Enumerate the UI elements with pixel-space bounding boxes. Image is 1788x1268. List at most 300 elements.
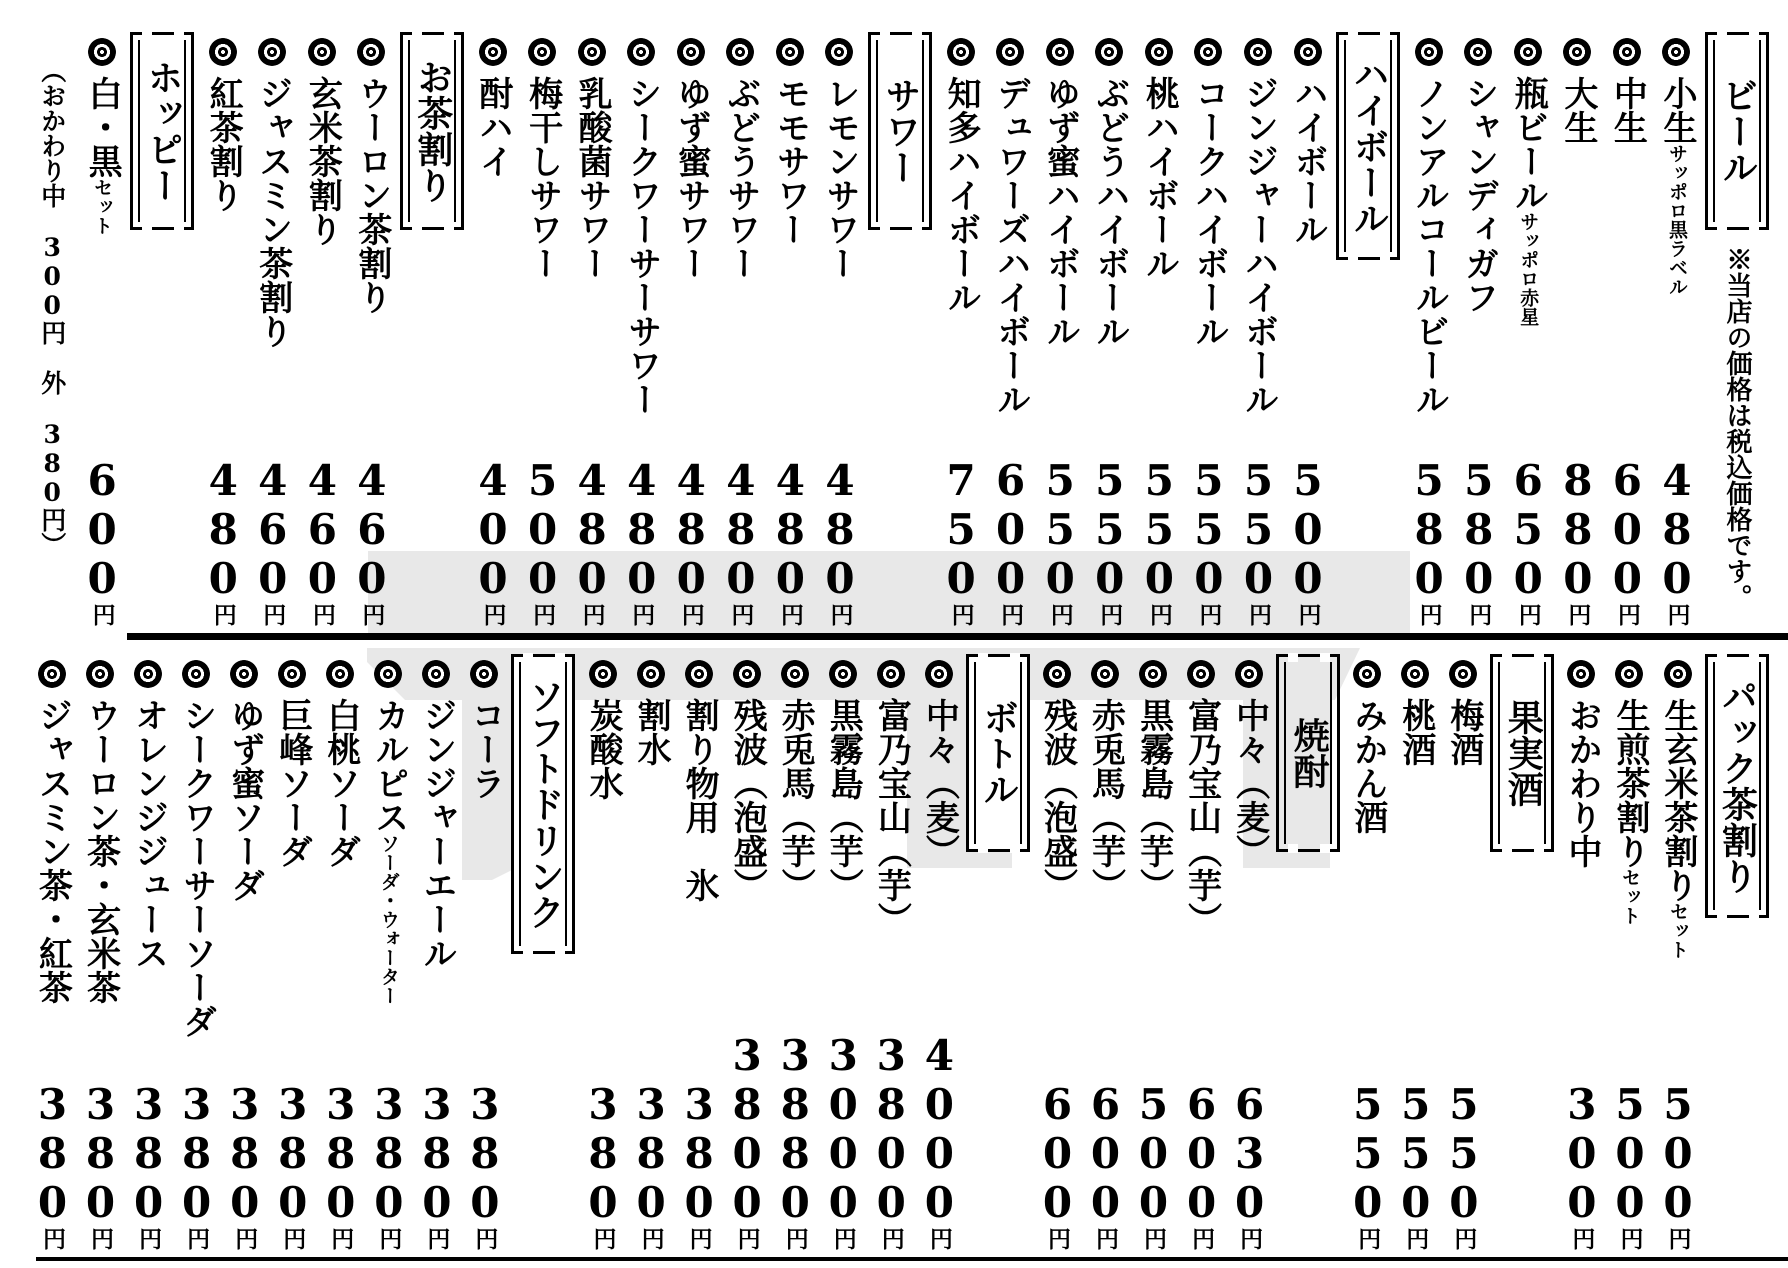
price-yen-suffix: 円 [925,1227,953,1250]
menu-item-name [1139,76,1178,280]
menu-item-column [1284,30,1332,628]
bullet-icon [733,660,761,688]
item-label: 中生 [1607,76,1648,144]
menu-item-column [1439,652,1487,1252]
menu-item-column [771,652,819,1252]
item-label: ゆず蜜ソーダ [224,698,265,902]
bullet-icon [589,660,617,688]
bullet-icon [374,660,402,688]
hoppy-refill-note [37,58,67,557]
menu-item-column [1654,652,1702,1252]
price-yen-suffix: 円 [826,603,854,626]
item-label: 残波（泡盛） [1037,698,1078,902]
section-header-column [508,652,578,1252]
price-yen-suffix: 円 [1046,603,1074,626]
bullet-icon [1194,38,1222,66]
price-yen-suffix: 円 [1195,603,1223,626]
item-sub-label: セット [1667,902,1690,959]
menu-item-price [1553,456,1603,626]
section-header-column [1333,30,1403,628]
price-digits: 550 [1391,1080,1441,1227]
item-label: レモンサワー [819,76,860,280]
item-label: 玄米茶割り [302,76,343,246]
bullet-icon [1139,660,1167,688]
price-digits: 3800 [722,1031,772,1227]
section-header-inner [1713,662,1761,910]
note-price: 300 [37,233,67,320]
menu-item-price [765,456,815,626]
menu-item-column [364,652,412,1252]
price-digits: 380 [268,1080,318,1227]
price-yen-suffix: 円 [1140,1227,1168,1250]
menu-item-price [666,456,716,626]
menu-item-price [297,456,347,626]
price-digits: 300 [1557,1080,1607,1227]
menu-item-column [469,30,517,628]
item-label: 黒霧島（芋） [1133,698,1174,902]
section-header-inner [138,40,186,222]
item-label: 生玄米茶割り [1658,698,1699,902]
menu-item-name [919,698,958,868]
bullet-icon [996,38,1024,66]
price-digits: 750 [936,456,986,603]
menu-item-column [716,30,764,628]
menu-item-name [631,698,670,766]
item-label: ウーロン茶割り [351,76,392,314]
price-digits: 380 [626,1080,676,1227]
menu-item-name [203,76,242,212]
item-label: 梅干しサワー [522,76,563,280]
item-label: 梅酒 [1443,698,1484,766]
menu-item-price [1134,456,1184,626]
menu-item-column [1557,652,1605,1252]
price-digits: 4000 [914,1031,964,1227]
item-label: ゆず蜜サワー [671,76,712,280]
menu-item-name [1037,698,1076,902]
item-label: ハイボール [1288,76,1329,246]
menu-item-price [578,1080,628,1250]
price-yen-suffix: 円 [1663,603,1691,626]
price-yen-suffix: 円 [358,603,386,626]
menu-item-column [1504,30,1552,628]
menu-item-column [1129,652,1177,1252]
section-header-box [868,32,932,230]
bullet-icon [38,660,66,688]
menu-item-price [412,1080,462,1250]
price-digits: 480 [716,456,766,603]
price-yen-suffix: 円 [327,1227,355,1250]
price-yen-suffix: 円 [1415,603,1443,626]
item-label: 白桃ソーダ [320,698,361,868]
price-yen-suffix: 円 [1465,603,1493,626]
item-label: ウーロン茶・玄米茶 [80,698,121,1004]
item-label: 黒霧島（芋） [823,698,864,902]
item-label: 乳酸菌サワー [572,76,613,280]
note-text-part: 円） [37,507,67,557]
bullet-icon [627,38,655,66]
item-sub-label: サッポロ赤星 [1517,212,1540,326]
price-digits: 630 [1225,1080,1275,1227]
menu-item-price [567,456,617,626]
price-yen-suffix: 円 [1402,1227,1430,1250]
menu-item-name [1508,76,1547,326]
bullet-icon [677,38,705,66]
menu-item-name [273,698,312,868]
section-header-inner [1498,662,1546,844]
price-digits: 460 [347,456,397,603]
menu-item-name [177,698,216,1038]
price-digits: 550 [1035,456,1085,603]
price-yen-suffix: 円 [423,1227,451,1250]
item-label: 残波（泡盛） [727,698,768,902]
menu-item-name [1607,76,1646,144]
menu-item-price [1177,1080,1227,1250]
bullet-icon [1235,660,1263,688]
item-label: 赤兎馬（芋） [775,698,816,902]
menu-item-price [1404,456,1454,626]
menu-item-name [1182,698,1221,936]
price-digits: 380 [578,1080,628,1227]
price-yen-suffix: 円 [1613,603,1641,626]
price-yen-suffix: 円 [1514,603,1542,626]
menu-item-price [626,1080,676,1250]
price-digits: 500 [1129,1080,1179,1227]
menu-item-name [1348,698,1387,834]
menu-item-name [941,76,980,314]
menu-item-column [1391,652,1439,1252]
item-label: 割り物用 氷 [679,698,720,902]
item-label: 紅茶割り [203,76,244,212]
item-label: シークワーサーソーダ [176,698,217,1038]
menu-item-name [1610,698,1649,925]
menu-item-name [32,698,71,1004]
price-yen-suffix: 円 [1354,1227,1382,1250]
bullet-icon [1244,38,1272,66]
price-digits: 380 [76,1080,126,1227]
price-digits: 580 [1454,456,1504,603]
item-label: ジャスミン茶・紅茶 [32,698,73,1004]
menu-item-price [1283,456,1333,626]
menu-item-column [1343,652,1391,1252]
item-label: ノンアルコールビール [1409,76,1450,416]
price-yen-suffix: 円 [829,1227,857,1250]
menu-item-price [1035,456,1085,626]
note-text-part: （おかわり中 [37,58,67,233]
bullet-icon [1613,38,1641,66]
section-header-label: ホッピー [142,59,185,203]
section-header-column [1273,652,1343,1252]
menu-item-column [220,652,268,1252]
menu-item-column [723,652,771,1252]
bullet-icon [1415,38,1443,66]
price-digits: 600 [1177,1080,1227,1227]
menu-item-column [986,30,1034,628]
note-price: 380 [37,420,67,507]
menu-item-price [347,456,397,626]
menu-item-price [124,1080,174,1250]
price-yen-suffix: 円 [209,603,237,626]
bullet-icon [1464,38,1492,66]
menu-item-name [622,76,661,416]
price-digits: 380 [412,1080,462,1227]
price-yen-suffix: 円 [1091,1227,1119,1250]
price-digits: 600 [77,456,127,603]
menu-item-name [583,698,622,800]
section-header-box [966,654,1030,852]
section-header-inner [1344,40,1392,252]
menu-item-name [1288,76,1327,246]
price-digits: 550 [1134,456,1184,603]
bullet-icon [1567,660,1595,688]
menu-item-price [815,456,865,626]
item-label: 富乃宝山（芋） [871,698,912,936]
menu-item-name [82,76,121,235]
item-label: ぶどうサワー [720,76,761,280]
price-yen-suffix: 円 [685,1227,713,1250]
menu-item-name [1396,698,1435,766]
section-header-label: パック茶割り [1716,678,1759,894]
menu-item-price [986,456,1036,626]
item-label: おかわり中 [1561,698,1602,868]
menu-item-name [253,76,292,348]
bullet-icon [88,38,116,66]
section-header-box [1490,654,1554,852]
menu-item-column [766,30,814,628]
menu-item-column [1135,30,1183,628]
price-yen-suffix: 円 [1236,1227,1264,1250]
price-digits: 650 [1503,456,1553,603]
menu-item-column [1234,30,1282,628]
menu-item-name [775,698,814,902]
price-digits: 380 [124,1080,174,1227]
menu-item-name [1238,76,1277,416]
bullet-icon [230,660,258,688]
menu-item-name [321,698,360,868]
menu-item-column [568,30,616,628]
price-digits: 480 [198,456,248,603]
section-header-column [865,30,935,628]
menu-item-price [866,1031,916,1250]
menu-item-name [823,698,862,902]
item-label: ゆず蜜ハイボール [1040,76,1081,348]
bullet-icon [1662,38,1690,66]
price-digits: 500 [1605,1080,1655,1227]
bullet-icon [947,38,975,66]
price-digits: 550 [1343,1080,1393,1227]
bullet-icon [357,38,385,66]
section-header-inner [974,662,1022,844]
price-digits: 600 [986,456,1036,603]
price-yen-suffix: 円 [637,1227,665,1250]
section-header-column [1702,652,1772,1252]
menu-item-price [1184,456,1234,626]
menu-item-name [352,76,391,314]
item-label: 小生 [1656,76,1697,144]
menu-item-name [417,698,456,970]
menu-item-price [28,1080,77,1250]
menu-item-name [679,698,718,902]
menu-item-price [1080,1080,1130,1250]
item-label: 割水 [631,698,672,766]
price-yen-suffix: 円 [1188,1227,1216,1250]
price-yen-suffix: 円 [308,603,336,626]
section-header-label: 果実酒 [1502,699,1545,807]
menu-item-name [1230,698,1269,868]
menu-item-name [1562,698,1601,868]
menu-item-column [815,30,863,628]
menu-item-price [818,1031,868,1250]
price-digits: 500 [1283,456,1333,603]
bullet-icon [479,38,507,66]
menu-item-name [820,76,859,280]
bullet-icon [1046,38,1074,66]
section-header-inner [1284,662,1332,844]
price-yen-suffix: 円 [781,1227,809,1250]
bullet-icon [1563,38,1591,66]
bullet-icon [134,660,162,688]
menu-item-name [225,698,264,902]
menu-item-column [1036,30,1084,628]
section-header-inner [408,40,456,222]
item-label: 巨峰ソーダ [272,698,313,868]
menu-item-price [716,456,766,626]
price-digits: 380 [316,1080,366,1227]
bullet-icon [877,660,905,688]
menu-item-column [199,30,247,628]
section-header-box [1705,654,1769,918]
section-header-label: ボトル [977,699,1020,807]
section-header-column [127,30,197,628]
section-header-box [1705,32,1769,230]
menu-item-column [1081,652,1129,1252]
bullet-icon [1043,660,1071,688]
price-yen-suffix: 円 [375,1227,403,1250]
price-digits: 3000 [818,1031,868,1227]
menu-item-price [1652,456,1702,626]
menu-item-name [1040,76,1079,348]
menu-item-column [1085,30,1133,628]
price-yen-suffix: 円 [1043,1227,1071,1250]
price-yen-suffix: 円 [1450,1227,1478,1250]
price-yen-suffix: 円 [877,1227,905,1250]
price-digits: 480 [666,456,716,603]
menu-item-price [1233,456,1283,626]
bullet-icon [258,38,286,66]
section-header-label: お茶割り [411,59,454,203]
bullet-icon [726,38,754,66]
section-header-label: ビール [1716,77,1759,185]
menu-item-column [579,652,627,1252]
price-digits: 380 [28,1080,77,1227]
menu-item-name [671,76,710,280]
menu-item-name [1085,698,1124,902]
item-label: 白・黒 [82,76,123,178]
bullet-icon [637,660,665,688]
price-digits: 480 [617,456,667,603]
item-sub-label: セット [1619,868,1641,925]
price-digits: 380 [460,1080,510,1227]
menu-item-price [722,1031,772,1250]
price-yen-suffix: 円 [1564,603,1592,626]
bullet-icon [308,38,336,66]
menu-item-name [991,76,1030,416]
bullet-icon [578,38,606,66]
menu-item-price [674,1080,724,1250]
bullet-icon [278,660,306,688]
menu-item-price [1085,456,1135,626]
menu-item-price [1605,1080,1655,1250]
price-yen-suffix: 円 [87,1227,115,1250]
item-label: 赤兎馬（芋） [1085,698,1126,902]
price-digits: 550 [1184,456,1234,603]
menu-item-column [675,652,723,1252]
price-digits: 380 [220,1080,270,1227]
section-header-inner [519,662,567,946]
section-header-box [400,32,464,230]
price-digits: 380 [172,1080,222,1227]
menu-item-price [1653,1080,1703,1250]
menu-item-column [316,652,364,1252]
bullet-icon [1353,660,1381,688]
menu-item-column [460,652,508,1252]
price-digits: 460 [248,456,298,603]
price-yen-suffix: 円 [1244,603,1272,626]
price-digits: 3800 [866,1031,916,1227]
item-label: デュワーズハイボール [990,76,1031,416]
item-label: ジンジャーハイボール [1238,76,1279,416]
price-digits: 3880 [770,1031,820,1227]
menu-item-price [364,1080,414,1250]
bullet-icon [1091,660,1119,688]
menu-item-column [1184,30,1232,628]
section-header-column [1702,30,1772,628]
item-label: コークハイボール [1188,76,1229,348]
price-digits: 500 [518,456,568,603]
item-label: 炭酸水 [583,698,624,800]
price-digits: 480 [765,456,815,603]
menu-item-column [78,30,126,628]
bullet-icon [1095,38,1123,66]
price-yen-suffix: 円 [39,1227,66,1250]
item-label: コーラ [464,698,505,800]
price-digits: 880 [1553,456,1603,603]
price-yen-suffix: 円 [279,1227,307,1250]
item-label: 瓶ビール [1508,76,1549,212]
price-yen-suffix: 円 [88,603,116,626]
menu-item-name [302,76,341,246]
menu-item-name [572,76,611,280]
section-header-inner [1713,40,1761,222]
menu-item-column [1177,652,1225,1252]
bullet-icon [422,660,450,688]
menu-item-name [1409,76,1448,416]
bullet-icon [685,660,713,688]
section-header-label: ソフトドリンク [523,678,566,930]
price-digits: 460 [297,456,347,603]
menu-item-name [1658,698,1697,959]
menu-item-column [518,30,566,628]
price-yen-suffix: 円 [259,603,287,626]
price-yen-suffix: 円 [479,603,507,626]
section-header-label: サワー [879,77,922,185]
item-label: 富乃宝山（芋） [1181,698,1222,936]
item-label: 中々（麦） [919,698,960,868]
item-sub-label: サッポロ黒ラベル [1665,144,1688,296]
menu-item-name [1133,698,1172,902]
price-yen-suffix: 円 [997,603,1025,626]
hoppy-refill-note-column [28,30,76,628]
menu-item-name [369,698,408,1005]
